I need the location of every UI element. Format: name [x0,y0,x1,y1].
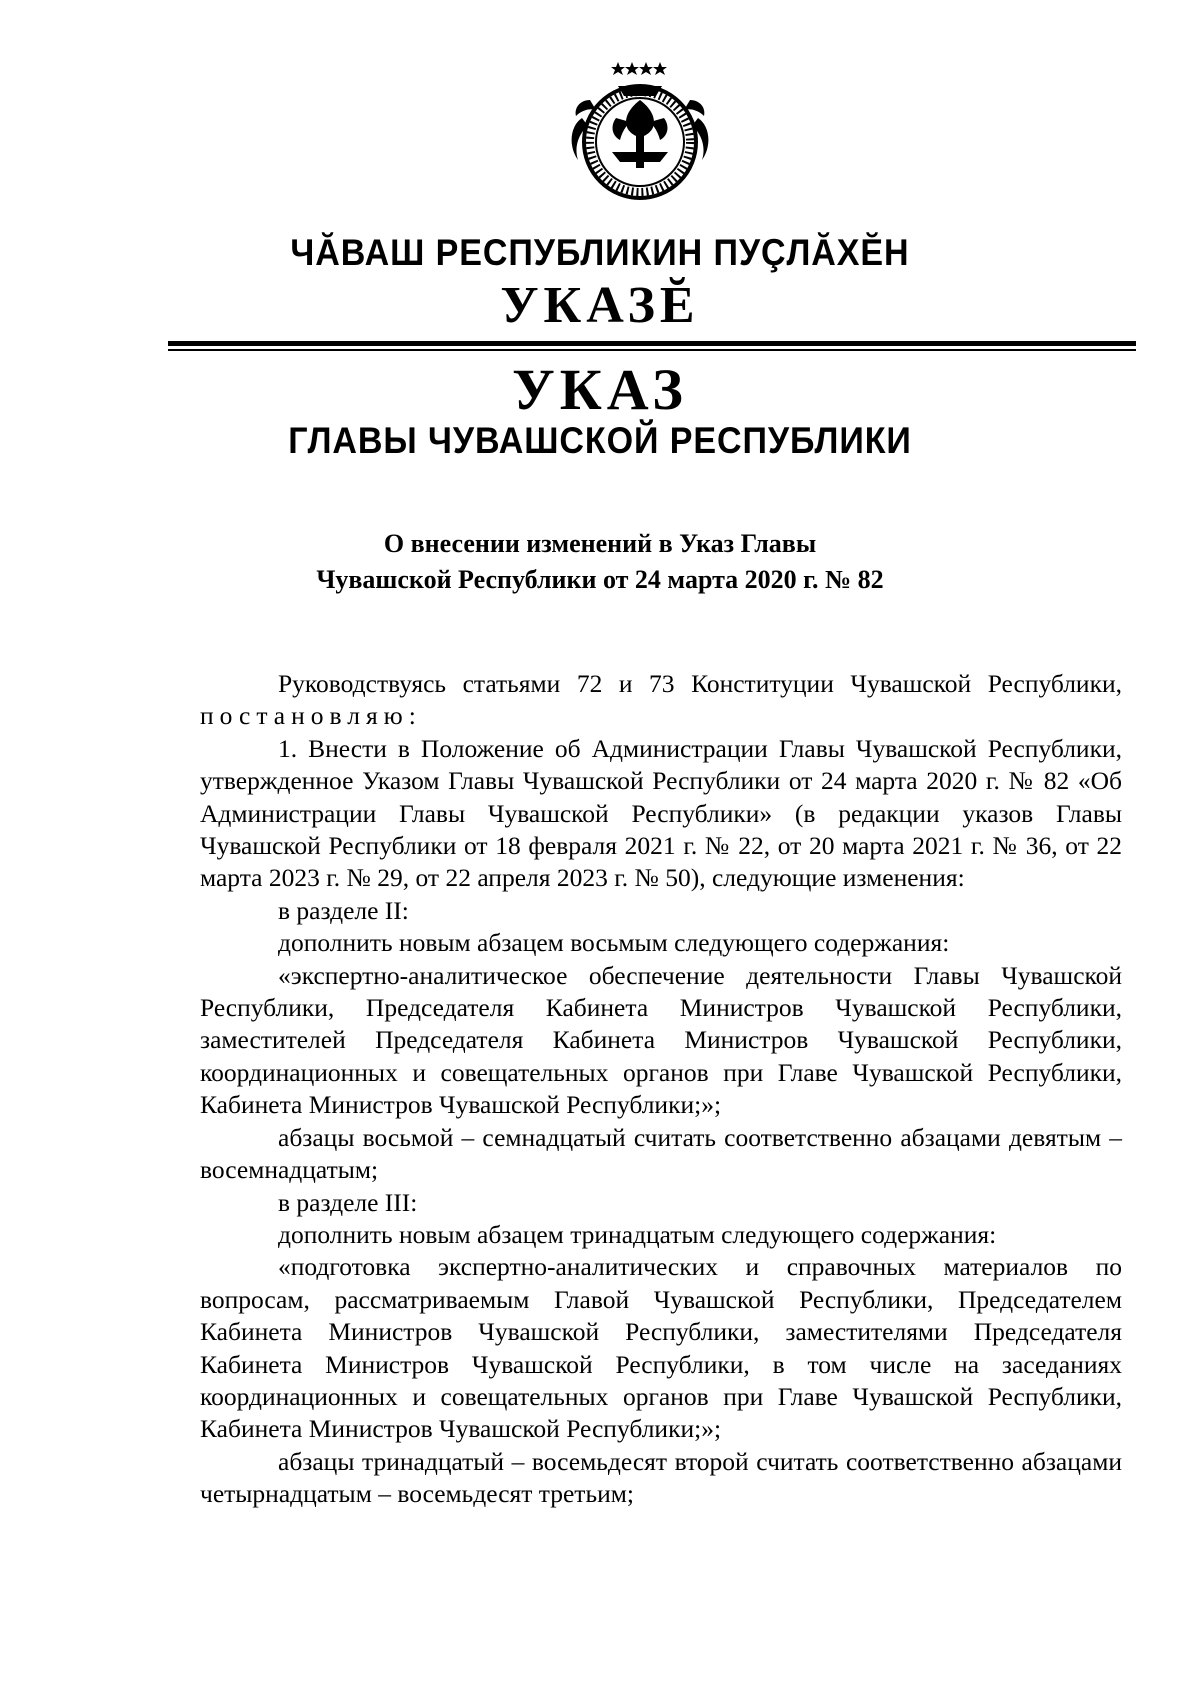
paragraph-quote-2: «подготовка экспертно-аналитических и справочных материалов по вопросам, рассматриваемым Главой Чувашской Республики, Председателем Кабинета Министров Чувашской Республики, заместителями Председателя Кабинета Министров Чувашской Республики, в том числе на заседаниях координационных и совещательных органов при Главе Чувашской Республики, Кабинета Министров Чувашской Республики;»; [200,1252,1122,1444]
header-russian-decree: УКАЗ [512,357,688,422]
document-title [0,526,1200,598]
paragraph-renumber-2: абзацы тринадцатый – восемьдесят второй считать соответственно абзацами четырнадцатым – восемьдесят третьим; [200,1446,1122,1509]
document-title-line2: Чувашской Республики от 24 марта 2020 г. № 82 [316,565,884,594]
document-body [200,668,1122,1511]
header-divider-thin [168,349,1136,351]
paragraph-item-1: 1. Внести в Положение об Администрации Главы Чувашской Республики, утвержденное Указом Главы Чувашской Республики от 24 марта 2020 г. № 82 «Об Администрации Главы Чувашской Республики» (в редакции указов Главы Чувашской Республики от 18 февраля 2021 г. № 22, от 20 марта 2021 г. № 36, от 22 марта 2023 г. № 29, от 22 апреля 2023 г. № 50), следующие изменения: [200,733,1122,893]
preamble-text: Руководствуясь статьями 72 и 73 Конституции Чувашской Республики, [278,669,1122,698]
document-title-line1: О внесении изменений в Указ Главы [383,529,817,558]
paragraph-add-13th: дополнить новым абзацем тринадцатым следующего содержания: [278,1219,997,1249]
header-russian-title: ГЛАВЫ ЧУВАШСКОЙ РЕСПУБЛИКИ [288,420,912,461]
header-divider-thick [168,341,1136,346]
preamble-decision-word: постановляю: [200,701,422,731]
paragraph-add-8th: дополнить новым абзацем восьмым следующего содержания: [278,928,950,958]
paragraph-quote-1: «экспертно-аналитическое обеспечение деятельности Главы Чувашской Республики, Председателя Кабинета Министров Чувашской Республики, заместителей Председателя Кабинета Министров Чувашской Республики, координационных и совещательных органов при Главе Чувашской Республики, Кабинета Министров Чувашской Республики;»; [200,960,1122,1120]
chuvash-coat-of-arms-icon [560,56,720,211]
paragraph-renumber-1: абзацы восьмой – семнадцатый считать соответственно абзацами девятым – восемнадцатым; [200,1122,1122,1185]
header-chuvash-decree: УКАЗĔ [500,277,700,334]
paragraph-section-3: в разделе III: [278,1187,418,1217]
paragraph-preamble [200,668,1122,733]
header-chuvash-title: ЧĂВАШ РЕСПУБЛИКИН ПУÇЛĂХĔН [290,232,910,273]
paragraph-section-2: в разделе II: [278,895,409,925]
